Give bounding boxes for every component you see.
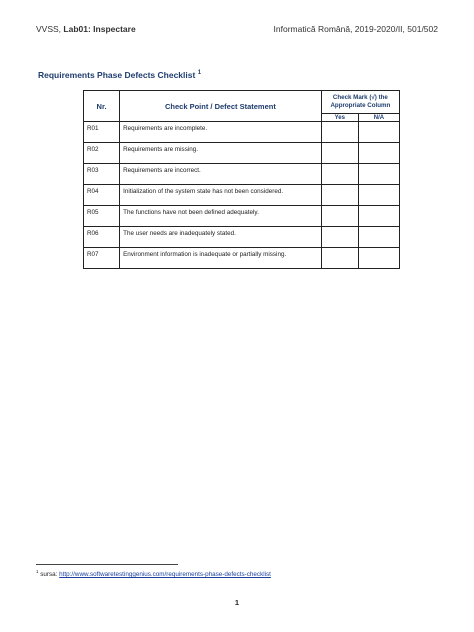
page-header: [36, 24, 438, 34]
footnote-link[interactable]: http://www.softwaretestinggenius.com/requirements-phase-defects-checklist: [59, 571, 271, 579]
row-statement: Requirements are incorrect.: [120, 164, 322, 185]
checkbox-yes[interactable]: [321, 143, 358, 164]
header-course: VVSS,: [36, 24, 64, 34]
page-number: 1: [234, 598, 240, 607]
table-row: [84, 122, 400, 143]
table-row: [84, 227, 400, 248]
row-id: R01: [84, 122, 120, 143]
title-footnote-ref[interactable]: 1: [197, 70, 202, 77]
checkbox-yes[interactable]: [321, 164, 358, 185]
row-statement: The user needs are inadequately stated.: [120, 227, 322, 248]
checkbox-na[interactable]: [358, 143, 399, 164]
checkbox-na[interactable]: [358, 206, 399, 227]
row-id: R07: [84, 248, 120, 269]
checkbox-na[interactable]: [358, 164, 399, 185]
table-row: [84, 206, 400, 227]
checkbox-na[interactable]: [358, 122, 399, 143]
footnote-label: sursa:: [40, 571, 60, 579]
table-row: [84, 164, 400, 185]
header-check-mark: Check Mark (√) the Appropriate Column: [321, 91, 399, 114]
checkbox-yes[interactable]: [321, 248, 358, 269]
row-id: R04: [84, 185, 120, 206]
footnote: [36, 569, 271, 578]
row-id: R05: [84, 206, 120, 227]
table-row: [84, 143, 400, 164]
checkbox-na[interactable]: [358, 248, 399, 269]
row-id: R03: [84, 164, 120, 185]
title-text: Requirements Phase Defects Checklist: [38, 70, 196, 80]
checkbox-yes[interactable]: [321, 122, 358, 143]
header-lab: Lab01: Inspectare: [63, 24, 136, 34]
checkbox-yes[interactable]: [321, 185, 358, 206]
header-yes: Yes: [321, 114, 358, 122]
document-title: [38, 70, 201, 80]
row-statement: Environment information is inadequate or partially missing.: [120, 248, 322, 269]
row-statement: Requirements are incomplete.: [120, 122, 322, 143]
header-na: N/A: [358, 114, 399, 122]
header-nr: Nr.: [84, 91, 120, 122]
row-statement: The functions have not been defined adequately.: [120, 206, 322, 227]
checkbox-yes[interactable]: [321, 206, 358, 227]
header-left: [36, 24, 136, 34]
checkbox-yes[interactable]: [321, 227, 358, 248]
checklist-table: [83, 90, 400, 269]
row-id: R02: [84, 143, 120, 164]
footnote-divider: [36, 564, 178, 565]
row-statement: Initialization of the system state has not been considered.: [120, 185, 322, 206]
header-statement: Check Point / Defect Statement: [120, 91, 322, 122]
table-row: [84, 248, 400, 269]
footnote-marker: 1: [36, 569, 39, 574]
row-id: R06: [84, 227, 120, 248]
checkbox-na[interactable]: [358, 227, 399, 248]
table-row: [84, 185, 400, 206]
row-statement: Requirements are missing.: [120, 143, 322, 164]
header-right: Informatică Română, 2019-2020/II, 501/502: [273, 24, 438, 34]
checkbox-na[interactable]: [358, 185, 399, 206]
